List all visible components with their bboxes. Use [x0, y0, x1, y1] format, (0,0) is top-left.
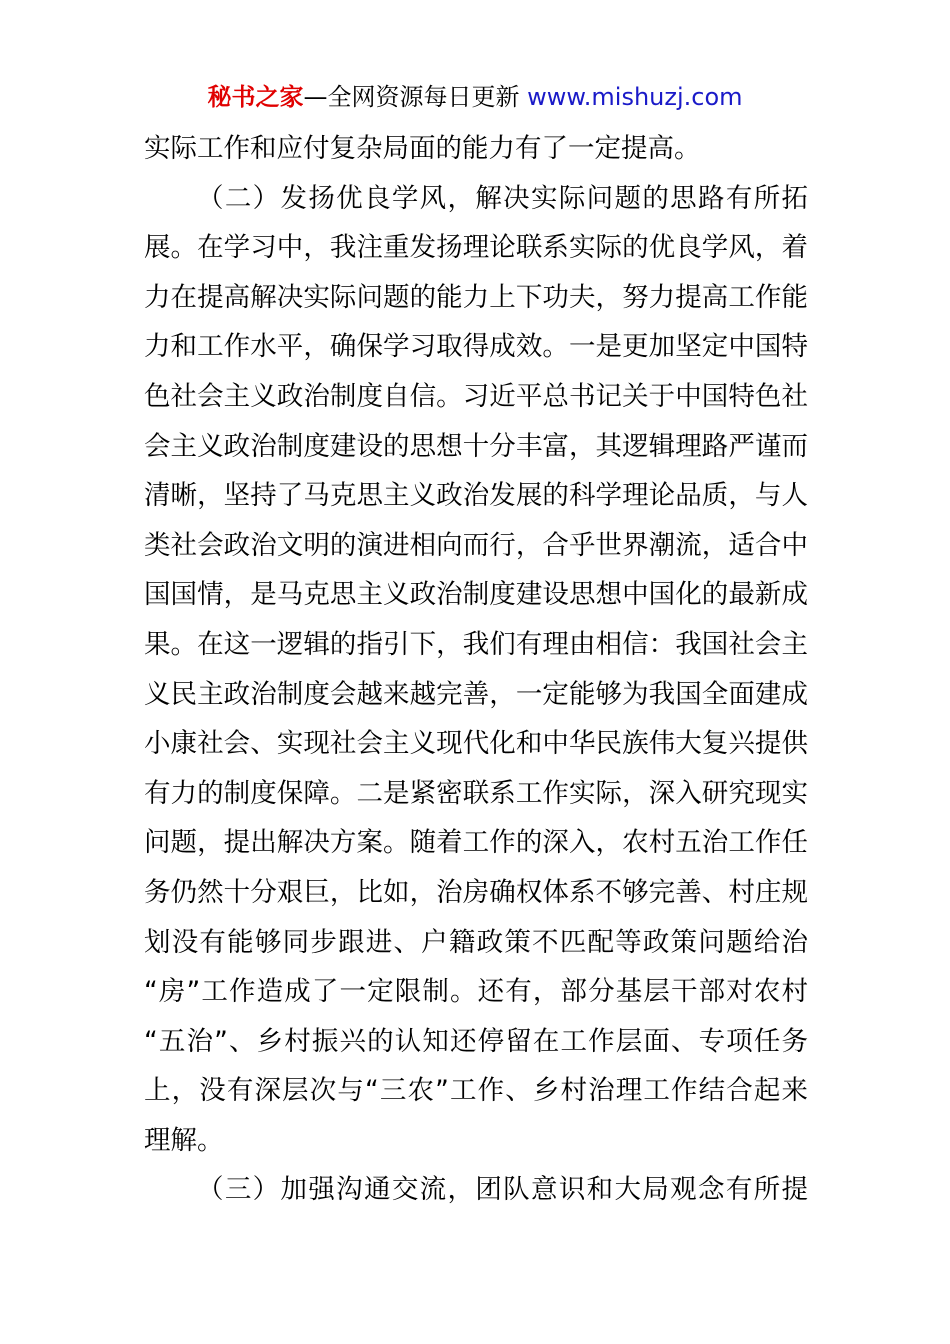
text-line: 果。在这一逻辑的指引下，我们有理由相信：我国社会主	[144, 628, 808, 660]
text-line: 国国情，是马克思主义政治制度建设思想中国化的最新成	[144, 579, 808, 611]
text-line: 清晰，坚持了马克思主义政治发展的科学理论品质，与人	[144, 480, 808, 512]
text-line: 上，没有深层次与“三农”工作、乡村治理工作结合起来	[144, 1075, 808, 1107]
text-line: “五治”、乡村振兴的认知还停留在工作层面、专项任务	[144, 1025, 808, 1057]
text-line: “房”工作造成了一定限制。还有，部分基层干部对农村	[144, 976, 808, 1008]
text-line: 类社会政治文明的演进相向而行，合乎世界潮流，适合中	[144, 529, 808, 561]
text-line: （三）加强沟通交流，团队意识和大局观念有所提	[197, 1174, 808, 1206]
site-url-link[interactable]: www.mishuzj.com	[527, 83, 743, 111]
site-brand: 秘书之家	[207, 83, 304, 111]
text-line: 小康社会、实现社会主义现代化和中华民族伟大复兴提供	[144, 728, 808, 760]
site-slogan: —全网资源每日更新	[303, 83, 528, 111]
text-line: 划没有能够同步跟进、户籍政策不匹配等政策问题给治	[144, 926, 808, 958]
text-line: 色社会主义政治制度自信。习近平总书记关于中国特色社	[144, 380, 808, 412]
text-line: 义民主政治制度会越来越完善，一定能够为我国全面建成	[144, 678, 808, 710]
text-line: 会主义政治制度建设的思想十分丰富，其逻辑理路严谨而	[144, 430, 808, 462]
text-line: 理解。	[144, 1124, 224, 1156]
text-line: 力和工作水平，确保学习取得成效。一是更加坚定中国特	[144, 331, 808, 363]
text-line: 务仍然十分艰巨，比如，治房确权体系不够完善、村庄规	[144, 876, 808, 908]
text-line: 实际工作和应付复杂局面的能力有了一定提高。	[144, 133, 701, 164]
text-line: 力在提高解决实际问题的能力上下功夫，努力提高工作能	[144, 281, 808, 313]
text-line: 有力的制度保障。二是紧密联系工作实际，深入研究现实	[144, 777, 808, 809]
text-line: 问题，提出解决方案。随着工作的深入，农村五治工作任	[144, 827, 808, 859]
text-line: 展。在学习中，我注重发扬理论联系实际的优良学风，着	[144, 232, 808, 264]
document-body	[144, 124, 808, 1215]
text-line: （二）发扬优良学风，解决实际问题的思路有所拓	[197, 182, 808, 214]
site-header	[0, 80, 950, 114]
